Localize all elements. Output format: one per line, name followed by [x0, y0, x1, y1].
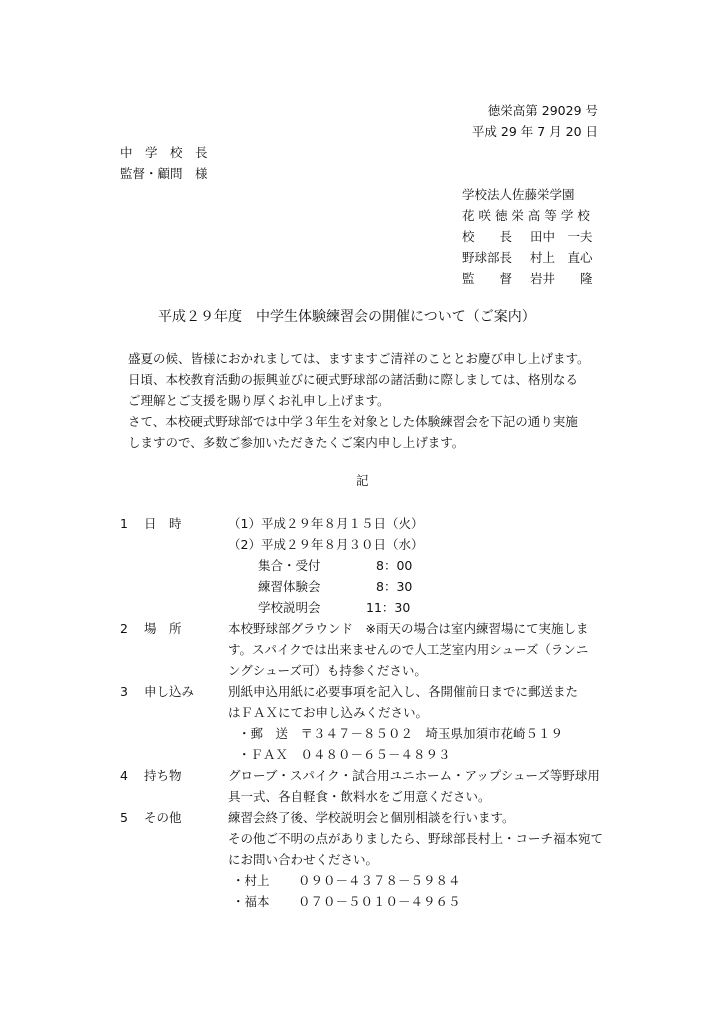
- mail-address: ・郵 送 〒３４７－８５０２ 埼玉県加須市花崎５１９: [238, 726, 564, 741]
- sender-coach-name: 岩井 隆: [530, 271, 593, 286]
- sender-club-head-name: 村上 直心: [530, 250, 593, 265]
- sender-school: 花 咲 徳 栄 高 等 学 校: [462, 208, 590, 223]
- page-title: 平成２９年度 中学生体験練習会の開催について（ご案内）: [158, 309, 536, 325]
- document-date: 平成 29 年 7 月 20 日: [471, 124, 598, 139]
- schedule-name: 練習体験会: [258, 579, 321, 594]
- item-number: 1: [120, 516, 128, 531]
- fax-number: ・ＦＡＸ ０４８０－６５－４８９３: [238, 747, 451, 762]
- item-label-application: 申し込み: [144, 684, 195, 699]
- body-line: さて、本校硬式野球部では中学３年生を対象とした体験練習会を下記の通り実施: [128, 414, 578, 429]
- item-line: 具一式、各自軽食・飲料水をご用意ください。: [228, 789, 491, 804]
- item-number: 3: [120, 684, 128, 699]
- sender-organization: 学校法人佐藤栄学園: [462, 187, 575, 202]
- item-line: グローブ・スパイク・試合用ユニホーム・アップシューズ等野球用: [228, 768, 600, 783]
- item-line: 別紙申込用紙に必要事項を記入し、各開催前日までに郵送また: [228, 684, 579, 699]
- sender-principal-title: 校 長: [462, 229, 513, 244]
- contact-name: ・福本: [232, 894, 270, 909]
- item-line: にお問い合わせください。: [228, 852, 379, 867]
- addressee-coach: 監督・顧問 様: [120, 166, 208, 181]
- item-number: 4: [120, 768, 128, 783]
- schedule-name: 学校説明会: [258, 600, 321, 615]
- item-label-belongings: 持ち物: [144, 768, 182, 783]
- item-label-other: その他: [144, 810, 182, 825]
- document-number: 徳栄高第 29029 号: [487, 103, 598, 118]
- schedule-name: 集合・受付: [258, 558, 321, 573]
- item-line: 本校野球部グラウンド ※雨天の場合は室内練習場にて実施しま: [228, 621, 589, 636]
- contact-phone: ０９０－４３７８－５９８４: [298, 873, 461, 888]
- addressee-principal: 中 学 校 長: [120, 145, 208, 160]
- contact-phone: ０７０－５０１０－４９６５: [298, 894, 461, 909]
- body-line: しますので、多数ご参加いただきたくご案内申し上げます。: [128, 435, 465, 450]
- item-number: 2: [120, 621, 128, 636]
- item-label-place: 場 所: [144, 621, 182, 636]
- sender-coach-title: 監 督: [462, 271, 513, 286]
- item-line: はＦＡＸにてお申し込みください。: [228, 705, 429, 720]
- body-line: ご理解とご支援を賜り厚くお礼申し上げます。: [128, 393, 390, 408]
- item-label-datetime: 日 時: [144, 516, 182, 531]
- schedule-row: [258, 598, 321, 617]
- sender-principal-name: 田中 一夫: [530, 229, 593, 244]
- body-line: 日頃、本校教育活動の振興並びに硬式野球部の諸活動に際しましては、格別なる: [128, 372, 579, 387]
- ki-heading: 記: [356, 473, 369, 488]
- schedule-row: [258, 577, 321, 596]
- contact-name: ・村上: [232, 873, 270, 888]
- event-date-1: （1）平成２９年８月１５日（火）: [228, 516, 424, 531]
- sender-club-head-title: 野球部長: [462, 250, 513, 265]
- event-date-2: （2）平成２９年８月３０日（水）: [228, 537, 424, 552]
- item-line: ングシューズ可）も持参ください。: [228, 663, 427, 678]
- item-line: 練習会終了後、学校説明会と個別相談を行います。: [228, 810, 515, 825]
- item-number: 5: [120, 810, 128, 825]
- item-line: その他ご不明の点がありましたら、野球部長村上・コーチ福本宛て: [228, 831, 604, 846]
- schedule-row: [258, 556, 321, 575]
- item-line: す。スパイクでは出来ませんので人工芝室内用シューズ（ランニ: [228, 642, 589, 657]
- schedule-time: 8：00: [376, 558, 413, 573]
- schedule-time: 11：30: [366, 600, 411, 615]
- schedule-time: 8：30: [376, 579, 413, 594]
- body-line: 盛夏の候、皆様におかれましては、ますますご清祥のこととお慶び申し上げます。: [128, 351, 590, 366]
